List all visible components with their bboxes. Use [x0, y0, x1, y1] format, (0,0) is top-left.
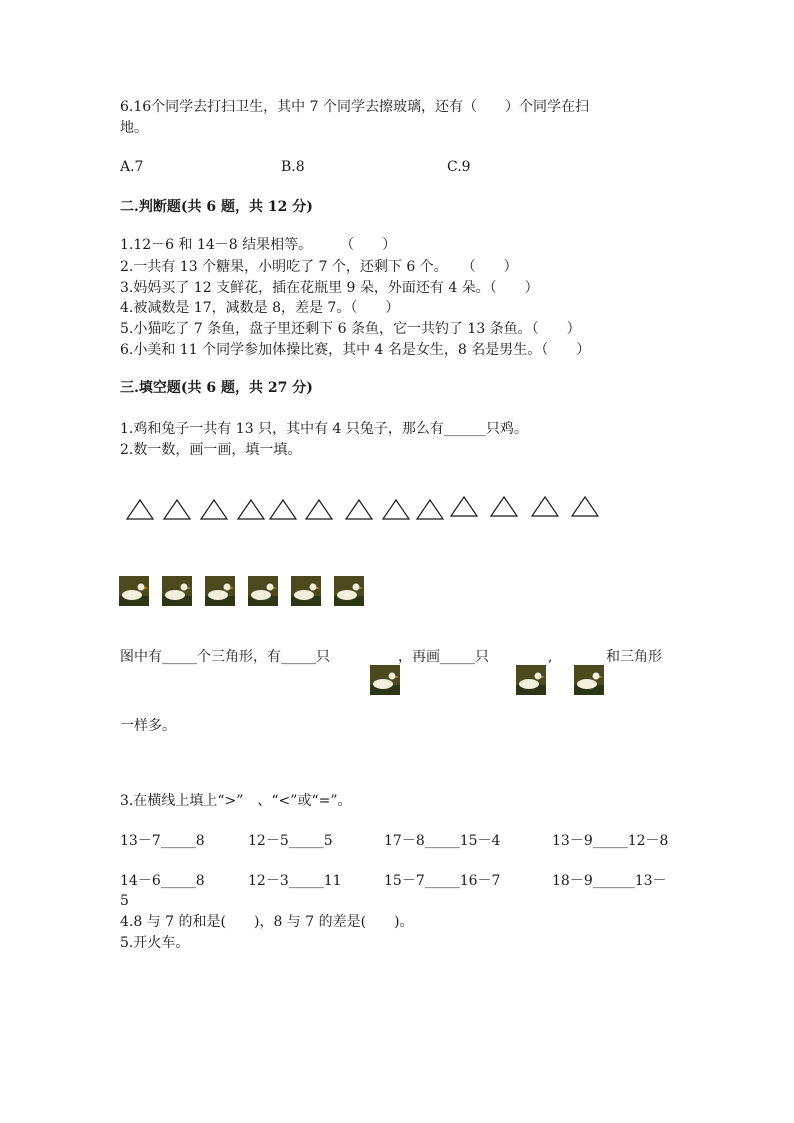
judge-item-6: 6.小美和 11 个同学参加体操比赛，其中 4 名是女生，8 名是男生。（ ） [120, 342, 591, 358]
triangle-icon [489, 494, 519, 518]
duck-icon [368, 665, 398, 695]
judge-item-4: 4.被减数是 17，减数是 8，差是 7。（ ） [120, 300, 400, 316]
compare-item: 17－8_____15－4 [384, 833, 501, 849]
duck-icon [334, 576, 364, 606]
triangle-icon [268, 497, 298, 521]
compare-item: 14－6_____8 [120, 873, 205, 889]
q6-option-b: B.8 [281, 159, 305, 175]
compare-item-wrap: 5 [120, 893, 129, 909]
compare-item: 13－9_____12－8 [552, 833, 669, 849]
duck-icon [248, 576, 278, 606]
compare-item: 13－7_____8 [120, 833, 205, 849]
duck-icon [162, 576, 192, 606]
triangle-icon [530, 494, 560, 518]
duck-icon [514, 665, 544, 695]
comma-text: , [548, 649, 553, 665]
duck-icon [205, 576, 235, 606]
triangle-icon [449, 494, 479, 518]
triangle-icon [381, 497, 411, 521]
fill-q5: 5.开火车。 [120, 935, 190, 951]
duck-icon [291, 576, 321, 606]
triangle-icon [199, 497, 229, 521]
fill-q1: 1.鸡和兔子一共有 13 只，其中有 4 只兔子，那么有______只鸡。 [120, 421, 528, 437]
fill-sentence-part3: 和三角形 [606, 649, 662, 665]
q6-option-c: C.9 [447, 159, 471, 175]
q6-text-line1: 6.16个同学去打扫卫生，其中 7 个同学去擦玻璃，还有（ ）个同学在扫 [120, 99, 589, 115]
fill-sentence-part2: ，再画_____只 [398, 649, 489, 665]
compare-item: 12－3_____11 [248, 873, 342, 889]
compare-item: 18－9______13－ [552, 873, 667, 889]
triangle-icon [570, 494, 600, 518]
triangle-icon [236, 497, 266, 521]
judge-item-5: 5.小猫吃了 7 条鱼，盘子里还剩下 6 条鱼，它一共钓了 13 条鱼。（ ） [120, 321, 581, 337]
fill-q4: 4.8 与 7 的和是( )，8 与 7 的差是( )。 [120, 914, 414, 930]
fill-sentence-part4: 一样多。 [120, 718, 176, 734]
q6-option-a: A.7 [120, 159, 144, 175]
fill-sentence-part1: 图中有_____个三角形，有_____只 [120, 649, 330, 665]
fill-q2: 2.数一数，画一画，填一填。 [120, 442, 302, 458]
section2-title: 二.判断题(共 6 题，共 12 分) [120, 199, 313, 215]
judge-item-2: 2.一共有 13 个糖果，小明吃了 7 个，还剩下 6 个。 （ ） [120, 259, 518, 275]
q6-text-line2: 地。 [120, 120, 148, 136]
compare-item: 12－5_____5 [248, 833, 333, 849]
section3-title: 三.填空题(共 6 题，共 27 分) [120, 380, 313, 396]
triangle-icon [162, 497, 192, 521]
compare-title: 3.在横线上填上“>” 、“<”或“=”。 [120, 793, 352, 809]
compare-item: 15－7_____16－7 [384, 873, 501, 889]
triangle-icon [125, 497, 155, 521]
duck-icon [572, 665, 602, 695]
judge-item-3: 3.妈妈买了 12 支鲜花，插在花瓶里 9 朵，外面还有 4 朵。（ ） [120, 280, 539, 296]
judge-item-1: 1.12－6 和 14－8 结果相等。 （ ） [120, 237, 397, 253]
triangle-icon [304, 497, 334, 521]
triangle-icon [415, 497, 445, 521]
triangle-icon [344, 497, 374, 521]
duck-icon [119, 576, 149, 606]
